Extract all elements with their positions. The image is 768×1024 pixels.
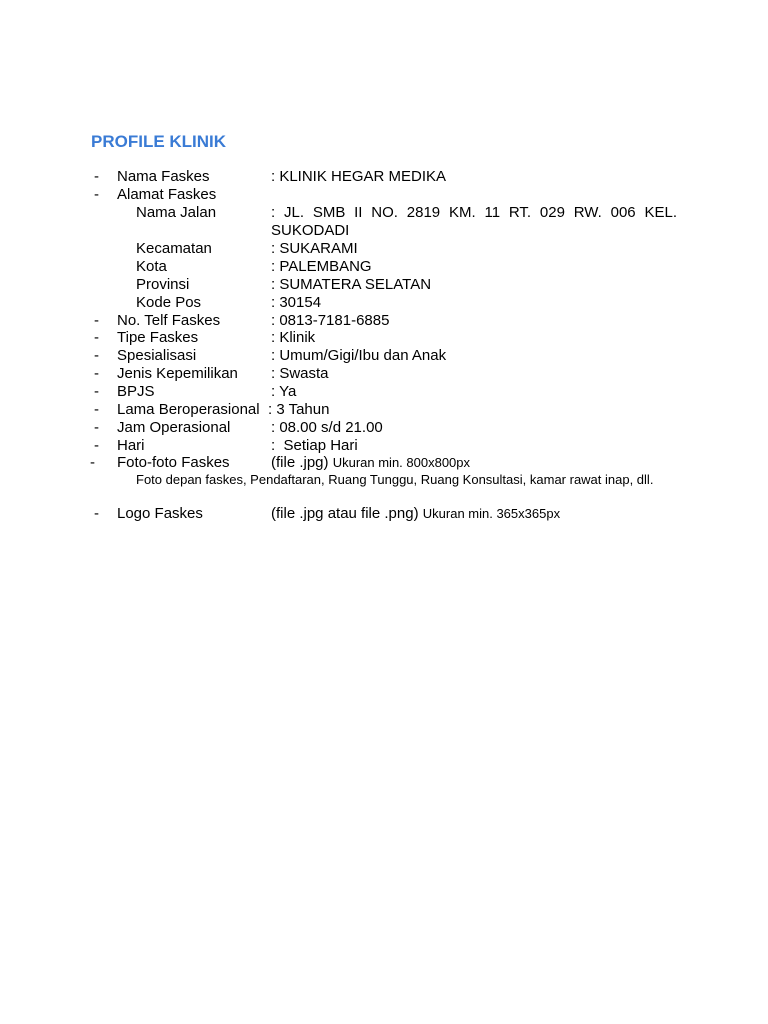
field-label: Lama Beroperasional xyxy=(117,401,260,418)
field-label: Jam Operasional xyxy=(117,419,231,436)
field-value: : PALEMBANG xyxy=(271,258,372,275)
field-label: Nama Faskes xyxy=(117,168,210,185)
size-requirement-text: Ukuran min. 365x365px xyxy=(422,506,561,521)
bullet-dash: - xyxy=(94,168,99,185)
field-value: : SUMATERA SELATAN xyxy=(271,276,432,293)
field-label: Logo Faskes xyxy=(117,505,203,522)
field-label: No. Telf Faskes xyxy=(117,312,221,329)
field-label: Kecamatan xyxy=(136,240,212,257)
bullet-dash: - xyxy=(94,437,99,454)
bullet-dash: - xyxy=(94,186,99,203)
field-label: Kota xyxy=(136,258,167,275)
field-label: Tipe Faskes xyxy=(117,329,199,346)
field-value: : SUKARAMI xyxy=(271,240,358,257)
field-label: Foto-foto Faskes xyxy=(117,454,230,471)
bullet-dash: - xyxy=(94,401,99,418)
field-label: Alamat Faskes xyxy=(117,186,217,203)
size-requirement-text: Ukuran min. 800x800px xyxy=(332,455,471,470)
field-value: : Swasta xyxy=(271,365,329,382)
bullet-dash: - xyxy=(94,347,99,364)
field-label: Jenis Kepemilikan xyxy=(117,365,238,382)
field-value: : 0813-7181-6885 xyxy=(271,312,390,329)
field-value: : KLINIK HEGAR MEDIKA xyxy=(271,168,447,185)
bullet-dash: - xyxy=(90,454,95,471)
field-value: : Ya xyxy=(271,383,297,400)
field-value: : JL. SMB II NO. 2819 KM. 11 RT. 029 RW. 006 KEL. SUKODADI xyxy=(271,204,677,239)
field-value: : Umum/Gigi/Ibu dan Anak xyxy=(271,347,447,364)
file-type-text: (file .jpg atau file .png) xyxy=(271,505,419,522)
field-value: : Setiap Hari xyxy=(271,437,358,454)
field-value xyxy=(271,454,470,472)
bullet-dash: - xyxy=(94,365,99,382)
field-label: Spesialisasi xyxy=(117,347,197,364)
field-value: : Klinik xyxy=(271,329,316,346)
field-label: Kode Pos xyxy=(136,294,202,311)
bullet-dash: - xyxy=(94,505,99,522)
bullet-dash: - xyxy=(94,329,99,346)
foto-faskes-note: Foto depan faskes, Pendaftaran, Ruang Tunggu, Ruang Konsultasi, kamar rawat inap, dll. xyxy=(136,472,654,487)
field-label: Hari xyxy=(117,437,145,454)
field-value: : 08.00 s/d 21.00 xyxy=(271,419,383,436)
field-label: BPJS xyxy=(117,383,155,400)
field-value: : 30154 xyxy=(271,294,322,311)
bullet-dash: - xyxy=(94,312,99,329)
bullet-dash: - xyxy=(94,383,99,400)
field-label: Provinsi xyxy=(136,276,190,293)
file-type-text: (file .jpg) xyxy=(271,454,329,471)
field-value: : 3 Tahun xyxy=(268,401,330,418)
bullet-dash: - xyxy=(94,419,99,436)
field-value xyxy=(271,505,560,523)
field-label: Nama Jalan xyxy=(136,204,217,221)
page-title: PROFILE KLINIK xyxy=(91,132,227,151)
